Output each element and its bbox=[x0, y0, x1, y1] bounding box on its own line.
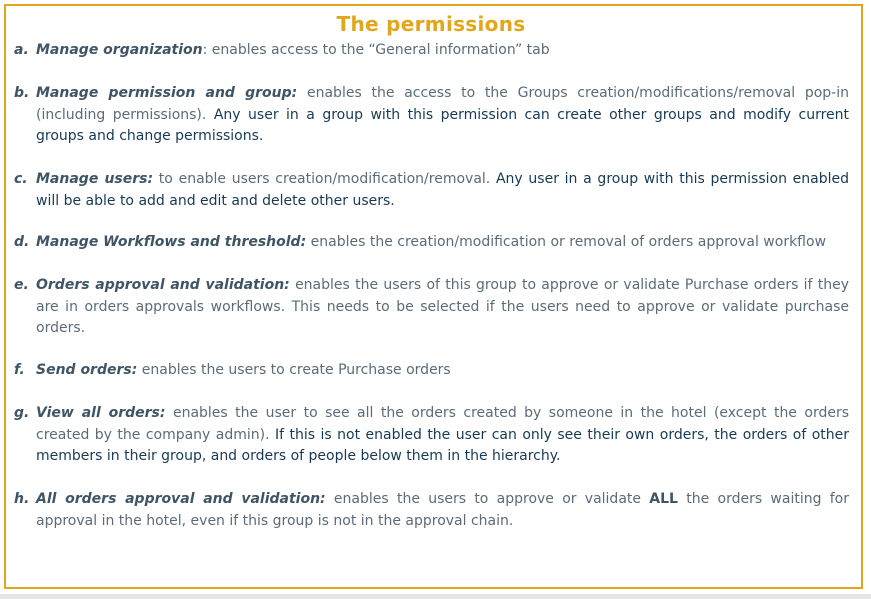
item-marker: b. bbox=[14, 85, 30, 101]
bottom-divider bbox=[0, 594, 871, 599]
item-marker: h. bbox=[14, 491, 30, 507]
item-term: Manage permission and group: bbox=[36, 85, 298, 101]
item-marker: g. bbox=[14, 405, 30, 421]
item-text bbox=[36, 83, 849, 148]
item-term: Send orders: bbox=[36, 362, 138, 378]
item-term: Manage Workflows and threshold: bbox=[36, 234, 307, 250]
item-text bbox=[36, 169, 849, 212]
item-text bbox=[36, 40, 849, 62]
item-marker: f. bbox=[14, 362, 25, 378]
item-text bbox=[36, 489, 849, 532]
item-extra-note: If this is not enabled the user can only see their own orders, the orders of other members in their group, and orders of people below them in the hierarchy. bbox=[36, 426, 850, 464]
item-text bbox=[36, 360, 849, 382]
item-description: to enable users creation/modification/removal. bbox=[153, 171, 491, 187]
item-marker: a. bbox=[14, 42, 29, 58]
item-description: enables the access to the Groups creation/modifications/removal pop-in (including permissions). bbox=[36, 85, 849, 123]
item-extra-note: Any user in a group with this permission can create other groups and modify current groups and change permissions. bbox=[36, 106, 849, 144]
item-text bbox=[36, 275, 849, 340]
item-text bbox=[36, 403, 849, 468]
item-description: enables the creation/modification or removal of orders approval workflow bbox=[306, 234, 827, 250]
item-emphasis: ALL bbox=[649, 491, 678, 507]
item-extra-note: Any user in a group with this permission enabled will be able to add and edit and delete other users. bbox=[36, 171, 849, 209]
item-text bbox=[36, 232, 849, 254]
item-description: enables the user to see all the orders created by someone in the hotel (except the orders created by the company admin). bbox=[36, 405, 850, 443]
item-marker: e. bbox=[14, 277, 29, 293]
page-title: The permissions bbox=[336, 12, 526, 36]
item-term: Manage users: bbox=[36, 171, 154, 187]
item-description-continued: the orders waiting for approval in the hotel, even if this group is not in the approval chain. bbox=[36, 491, 850, 529]
item-description: enables the users to create Purchase orders bbox=[137, 362, 451, 378]
item-term: All orders approval and validation: bbox=[36, 491, 326, 507]
item-description: : enables access to the “General information” tab bbox=[202, 42, 550, 58]
item-term: Manage organization bbox=[36, 42, 203, 58]
item-description: enables the users of this group to approve or validate Purchase orders if they are in orders approvals workflows. This needs to be selected if the users need to approve or validate purchase orders. bbox=[36, 277, 849, 336]
item-term: Orders approval and validation: bbox=[36, 277, 290, 293]
item-term: View all orders: bbox=[36, 405, 166, 421]
item-marker: c. bbox=[14, 171, 28, 187]
item-description: enables the users to approve or validate bbox=[325, 491, 650, 507]
item-marker: d. bbox=[14, 234, 30, 250]
